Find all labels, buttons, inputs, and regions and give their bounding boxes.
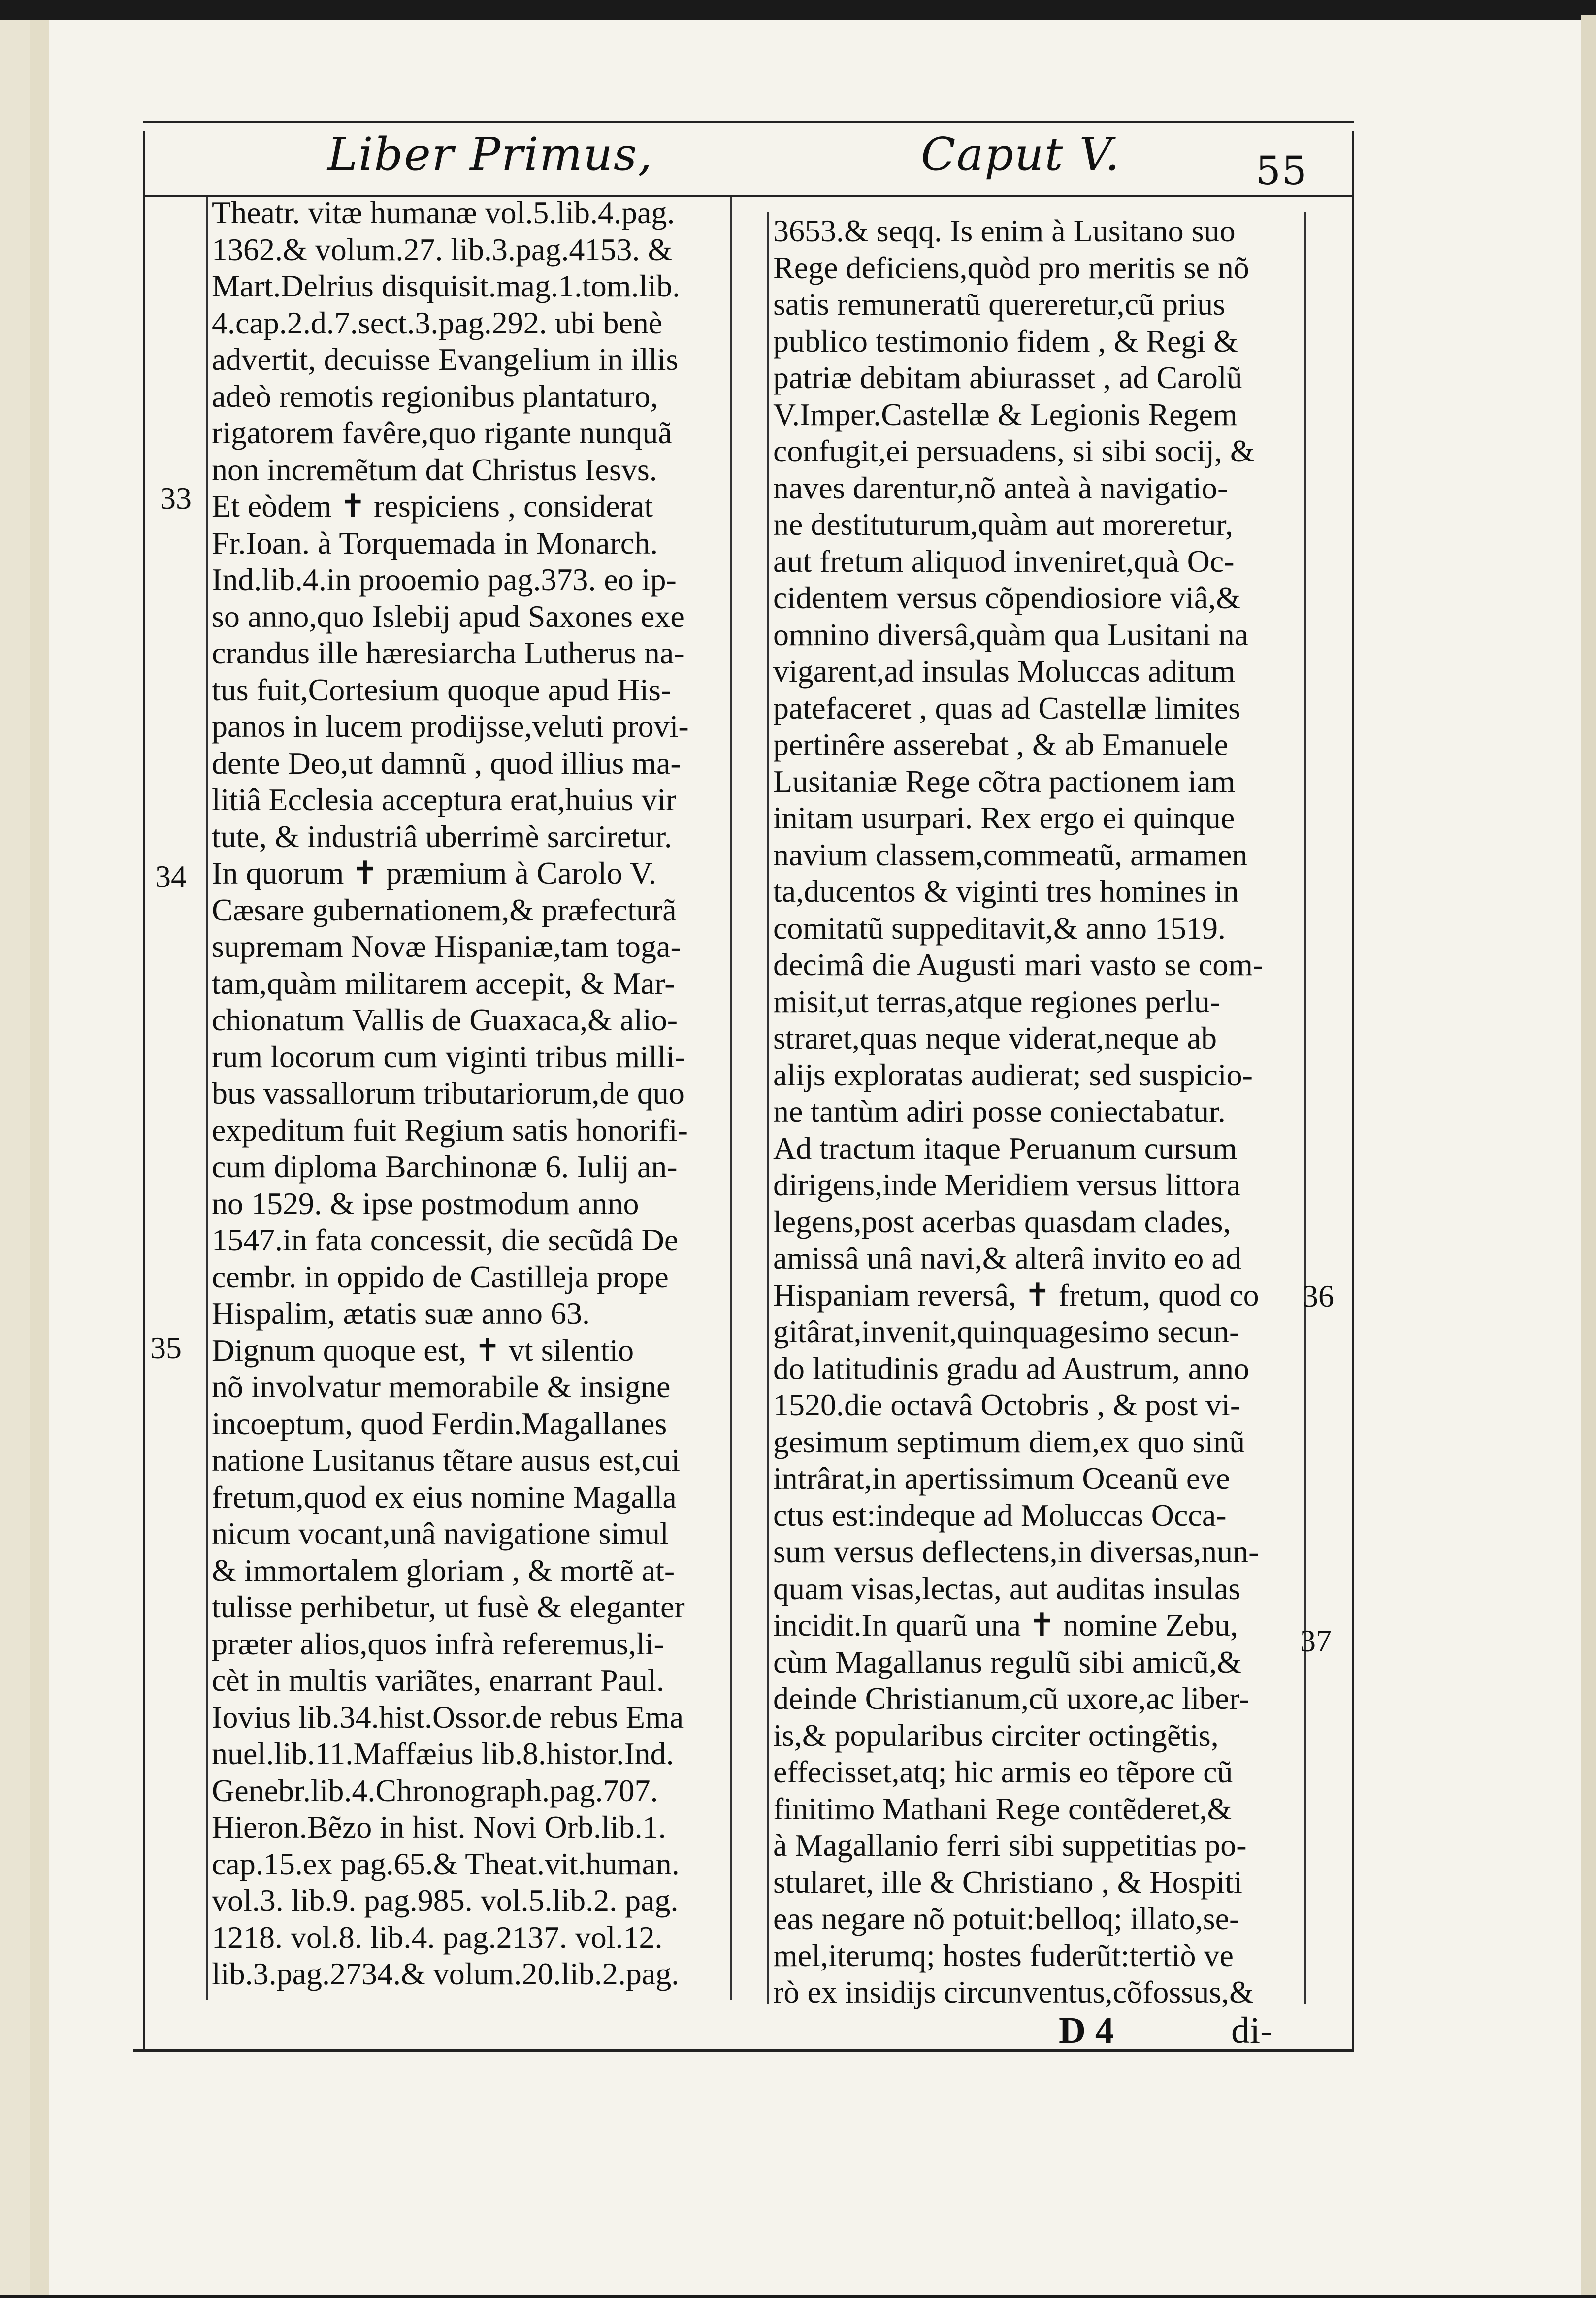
text-line: sum versus deflectens,in diversas,nun-: [773, 1534, 1259, 1569]
right-text-column: [773, 213, 1303, 2011]
text-line: In quorum ✝ præmium à Carolo V.: [212, 855, 656, 890]
text-line: cidentem versus cõpendiosiore viâ,&: [773, 580, 1241, 615]
text-line: cum diploma Barchinonæ 6. Iulij an-: [212, 1149, 678, 1184]
text-line: straret,quas neque viderat,neque ab: [773, 1020, 1217, 1055]
text-line: gitârat,invenit,quinquagesimo secun-: [773, 1314, 1240, 1349]
text-line: ctus est:indeque ad Moluccas Occa-: [773, 1497, 1227, 1533]
text-line: præter alios,quos infrà referemus,li-: [212, 1626, 664, 1661]
text-line: patriæ debitam abiurasset , ad Carolũ: [773, 360, 1242, 395]
margin-number-34: 34: [155, 859, 187, 894]
left-column-rule-inner: [730, 197, 732, 2000]
text-line: navium classem,commeatũ, armamen: [773, 837, 1248, 872]
left-column-rule: [206, 197, 208, 2000]
text-line: tus fuit,Cortesium quoque apud His-: [212, 672, 672, 707]
text-line: adeò remotis regionibus plantaturo,: [212, 378, 658, 414]
text-line: is,& popularibus circiter octingẽtis,: [773, 1717, 1219, 1753]
right-column-rule-outer: [1304, 212, 1306, 2004]
catchword: di-: [1231, 2010, 1273, 2051]
text-line: Hispaniam reversâ, ✝ fretum, quod co: [773, 1277, 1259, 1313]
text-line: gesimum septimum diem,ex quo sinũ: [773, 1424, 1245, 1459]
text-line: Hieron.Bẽzo in hist. Novi Orb.lib.1.: [212, 1809, 666, 1844]
running-head-book: Liber Primus,: [327, 128, 653, 181]
text-line: stularet, ille & Christiano , & Hospiti: [773, 1864, 1242, 1900]
signature-mark: D 4: [1059, 2010, 1114, 2051]
text-line: alijs exploratas audierat; sed suspicio-: [773, 1057, 1253, 1092]
text-line: vol.3. lib.9. pag.985. vol.5.lib.2. pag.: [212, 1883, 679, 1918]
text-line: Hispalim, ætatis suæ anno 63.: [212, 1296, 590, 1331]
text-line: Lusitaniæ Rege cõtra pactionem iam: [773, 763, 1236, 799]
margin-number-35: 35: [150, 1330, 182, 1365]
text-line: tute, & industriâ uberrimè sarciretur.: [212, 819, 672, 854]
text-line: supremam Novæ Hispaniæ,tam toga-: [212, 929, 681, 964]
text-line: do latitudinis gradu ad Austrum, anno: [773, 1350, 1249, 1386]
text-line: so anno,quo Islebij apud Saxones exe: [212, 598, 684, 634]
text-line: Rege deficiens,quòd pro meritis se nõ: [773, 250, 1249, 285]
text-line: Et eòdem ✝ respiciens , considerat: [212, 489, 653, 524]
text-line: mel,iterumq; hostes fuderũt:tertiò ve: [773, 1937, 1234, 1973]
text-line: dente Deo,ut damnũ , quod illius ma-: [212, 745, 681, 781]
text-line: Genebr.lib.4.Chronograph.pag.707.: [212, 1773, 658, 1808]
text-line: Ad tractum itaque Peruanum cursum: [773, 1130, 1237, 1166]
text-line: comitatũ suppeditavit,& anno 1519.: [773, 910, 1226, 946]
binding-fold: [0, 20, 30, 2295]
text-line: misit,ut terras,atque regiones perlu-: [773, 984, 1221, 1019]
text-line: incoeptum, quod Ferdin.Magallanes: [212, 1406, 667, 1441]
text-line: V.Imper.Castellæ & Legionis Regem: [773, 396, 1238, 432]
left-text-column: [212, 195, 729, 1993]
text-line: Fr.Ioan. à Torquemada in Monarch.: [212, 525, 658, 560]
text-line: non incremẽtum dat Christus Iesvs.: [212, 452, 657, 487]
text-line: lib.3.pag.2734.& volum.20.lib.2.pag.: [212, 1956, 680, 1991]
text-line: Cæsare gubernationem,& præfecturã: [212, 892, 677, 927]
text-line: panos in lucem prodijsse,veluti provi-: [212, 709, 689, 744]
text-line: 4.cap.2.d.7.sect.3.pag.292. ubi benè: [212, 305, 663, 340]
text-line: ne destituturum,quàm aut moreretur,: [773, 507, 1234, 542]
text-line: cap.15.ex pag.65.& Theat.vit.human.: [212, 1846, 680, 1881]
text-line: rigatorem favêre,quo rigante nunquã: [212, 415, 672, 450]
text-line: 1520.die octavâ Octobris , & post vi-: [773, 1387, 1241, 1422]
text-line: expeditum fuit Regium satis honorifi-: [212, 1112, 688, 1148]
text-line: nuel.lib.11.Maffæius lib.8.histor.Ind.: [212, 1736, 674, 1771]
text-line: Dignum quoque est, ✝ vt silentio: [212, 1332, 634, 1368]
text-line: Ind.lib.4.in prooemio pag.373. eo ip-: [212, 562, 677, 597]
text-line: cèt in multis variãtes, enarrant Paul.: [212, 1663, 664, 1698]
margin-number-37: 37: [1300, 1623, 1332, 1658]
page-number: 55: [1256, 148, 1308, 194]
text-line: patefaceret , quas ad Castellæ limites: [773, 690, 1240, 725]
text-line: omnino diversâ,quàm qua Lusitani na: [773, 617, 1249, 652]
text-line: amissâ unâ navi,& alterâ invito eo ad: [773, 1241, 1241, 1276]
margin-number-36: 36: [1303, 1279, 1334, 1313]
text-line: finitimo Mathani Rege contẽderet,&: [773, 1791, 1232, 1826]
text-line: Theatr. vitæ humanæ vol.5.lib.4.pag.: [212, 195, 675, 230]
top-rule: [143, 121, 1354, 123]
text-line: tulisse perhibetur, ut fusè & eleganter: [212, 1589, 685, 1624]
text-line: vigarent,ad insulas Moluccas aditum: [773, 654, 1236, 689]
text-line: advertit, decuisse Evangelium in illis: [212, 342, 679, 377]
text-line: nicum vocant,unâ navigatione simul: [212, 1516, 669, 1551]
margin-number-33: 33: [160, 481, 192, 516]
text-line: rum locorum cum viginti tribus milli-: [212, 1039, 685, 1074]
text-line: ta,ducentos & viginti tres homines in: [773, 874, 1239, 909]
text-line: dirigens,inde Meridiem versus littora: [773, 1167, 1241, 1202]
text-line: 3653.& seqq. Is enim à Lusitano suo: [773, 213, 1236, 248]
text-line: no 1529. & ipse postmodum anno: [212, 1185, 639, 1221]
text-line: cùm Magallanus regulũ sibi amicũ,&: [773, 1644, 1241, 1679]
page-edge: [1581, 15, 1596, 2295]
text-line: Iovius lib.34.hist.Ossor.de rebus Ema: [212, 1699, 684, 1735]
running-head-chapter: Caput V.: [921, 128, 1121, 181]
text-line: rò ex insidijs circunventus,cõfossus,&: [773, 1974, 1254, 2009]
text-line: legens,post acerbas quasdam clades,: [773, 1204, 1231, 1239]
text-line: 1547.in fata concessit, die secũdâ De: [212, 1222, 679, 1257]
text-line: cembr. in oppido de Castilleja prope: [212, 1259, 669, 1294]
text-line: quam visas,lectas, aut auditas insulas: [773, 1571, 1241, 1606]
right-column-rule: [767, 212, 769, 2004]
text-line: incidit.In quarũ una ✝ nomine Zebu,: [773, 1608, 1238, 1642]
text-line: eas negare nõ potuit:belloq; illato,se-: [773, 1901, 1240, 1936]
text-line: à Magallanio ferri sibi suppetitias po-: [773, 1828, 1247, 1863]
text-line: 1218. vol.8. lib.4. pag.2137. vol.12.: [212, 1919, 663, 1955]
text-line: deinde Christianum,cũ uxore,ac liber-: [773, 1681, 1250, 1716]
text-line: satis remuneratũ quereretur,cũ prius: [773, 287, 1225, 322]
text-line: decimâ die Augusti mari vasto se com-: [773, 947, 1264, 982]
text-line: aut fretum aliquod inveniret,quà Oc-: [773, 543, 1235, 579]
text-line: naves darentur,nõ anteà à navigatio-: [773, 470, 1228, 505]
text-line: litiâ Ecclesia acceptura erat,huius vir: [212, 782, 677, 817]
text-line: pertinêre asserebat , & ab Emanuele: [773, 727, 1228, 762]
text-line: ne tantùm adiri posse coniectabatur.: [773, 1094, 1226, 1129]
text-line: intrârat,in apertissimum Oceanũ eve: [773, 1461, 1230, 1496]
text-line: tam,quàm militarem accepit, & Mar-: [212, 965, 675, 1001]
text-line: fretum,quod ex eius nomine Magalla: [212, 1479, 677, 1514]
text-line: confugit,ei persuadens, si sibi socij, &: [773, 433, 1255, 468]
text-line: effecisset,atq; hic armis eo tẽpore cũ: [773, 1754, 1233, 1789]
text-line: nõ involvatur memorabile & insigne: [212, 1369, 671, 1404]
text-line: chionatum Vallis de Guaxaca,& alio-: [212, 1002, 678, 1037]
text-line: bus vassallorum tributariorum,de quo: [212, 1076, 684, 1111]
text-line: publico testimonio fidem , & Regi &: [773, 323, 1238, 359]
text-line: Mart.Delrius disquisit.mag.1.tom.lib.: [212, 268, 681, 303]
text-line: 1362.& volum.27. lib.3.pag.4153. &: [212, 231, 673, 267]
text-line: & immortalem gloriam , & mortẽ at-: [212, 1552, 675, 1588]
text-line: initam usurpari. Rex ergo ei quinque: [773, 800, 1235, 835]
text-line: crandus ille hæresiarcha Lutherus na-: [212, 635, 684, 670]
text-line: natione Lusitanus tẽtare ausus est,cui: [212, 1443, 680, 1477]
